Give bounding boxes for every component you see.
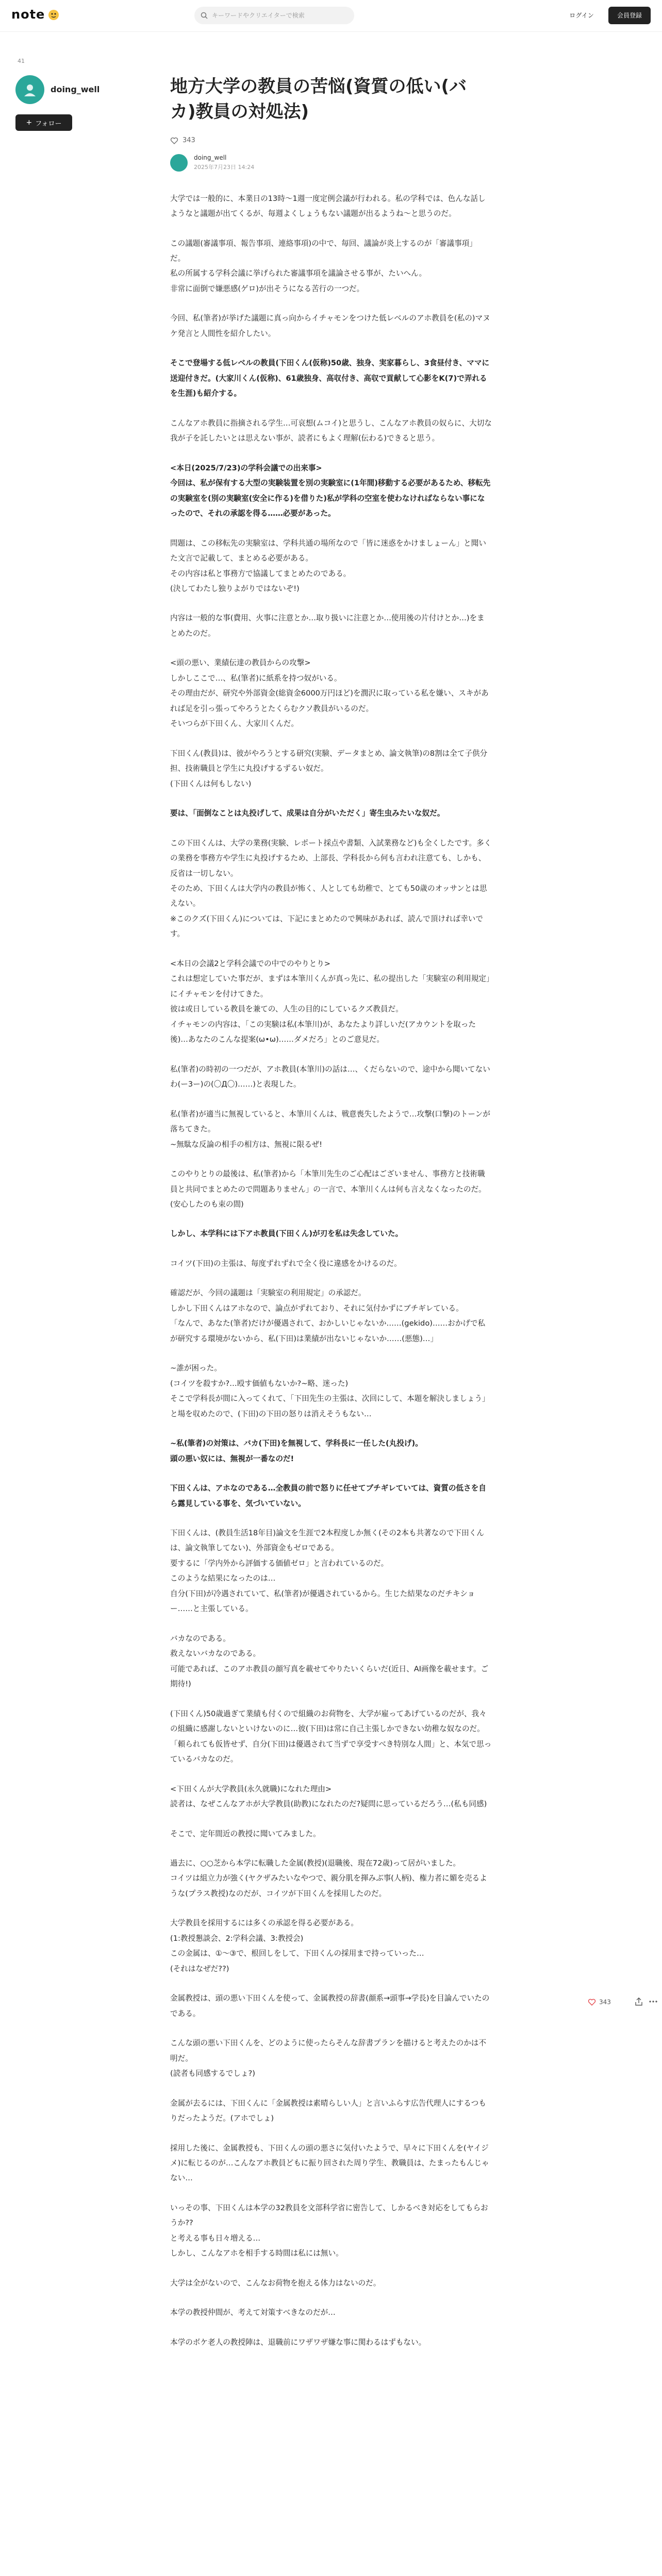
logo-text: note (11, 7, 45, 22)
article-paragraph: 本学の教授仲間が、考えて対策すべきなのだが… (170, 2308, 336, 2317)
article-paragraph: <下田くんが大学教員(永久就職)になれた理由> 読者は、なぜこんなアホが大学教員(助教)になれたのだ?疑問に思っているだろう…(私も同感) (170, 1784, 487, 1809)
article-paragraph: 本学のボケ老人の教授陣は、退職前にワザワザ嫌な事に関わるはずもない。 (170, 2337, 426, 2347)
sidebar-author-name[interactable]: doing_well (51, 84, 100, 94)
article-paragraph: 私(筆者)が適当に無視していると、本筆川くんは、戦意喪失したようで…攻撃(口撃)のトーンが落ちてきた。 ~無駄な反論の相手の相方は、無視に限るぜ! (170, 1109, 490, 1149)
article-paragraph: <本日(2025/7/23)の学科会議での出来事> 今回は、私が保有する大型の実験装置を別の実験室に(1年間)移動する必要があるため、移転先の実験室を(別の実験室(安全に作る)を借りた)私が学科の空室を使わなければならない事になったので、それの承認を得る……必要があった。 (170, 463, 491, 518)
article-title: 地方大学の教員の苦悩(資質の低い(バカ)教員の対処法) (170, 76, 467, 123)
login-button[interactable]: ログイン (562, 7, 601, 24)
author-avatar[interactable] (170, 154, 188, 172)
author-row[interactable] (170, 154, 492, 172)
article-paragraph: 金属教授は、頭の悪い下田くんを使って、金属教授の辞書(顔系→頭事→学長)を目論んでいたのである。 (170, 1994, 490, 2018)
note-logo[interactable] (11, 7, 60, 22)
article-paragraph: 大学は全がないので、こんなお荷物を抱える体力はないのだ。 (170, 2278, 381, 2287)
follow-label: フォロー (35, 120, 62, 128)
article-paragraph: 下田くんは、アホなのである…全教員の前で怒りに任せてブチギレていては、資質の低さを自ら露見している事を、気づいていない。 (170, 1484, 486, 1508)
like-count: 343 (183, 137, 195, 145)
article-paragraph: そこで登場する低レベルの教員(下田くん(仮称)50歳、独身、実家暮らし、3食昼付き、ママに送迎付きだ。(大家川くん(仮称)、61歳独身、高収付き、高収で貢献して心影をK(7)で弄れるを生涯)も紹介する。 (170, 359, 490, 398)
share-icon[interactable] (634, 1997, 643, 2006)
article-paragraph: 内容は一般的な事(費用、火事に注意とか…取り扱いに注意とか…使用後の片付けとか…)をまとめたのだ。 (170, 614, 485, 638)
article-paragraph: 大学教員を採用するには多くの承認を得る必要がある。 (1:教授懇談会、2:学科会議、3:教授会) この金属は、①〜③で、根回しをして、下田くんの採用まで持っていった… (それはなぜだ??) (170, 1919, 424, 1973)
article-paragraph: 確認だが、今回の議題は「実験室の利用規定」の承認だ。 しかし下田くんはアホなので、論点がずれており、それに気付かずにブチギレている。 「なんで、あなた(筆者)だけが優遇されて、おかしいじゃないか……(gekido)……おかげで私が研究する環境がないから、私(下田)は業績が出ないじゃないか……(悪態)…」 (170, 1289, 486, 1343)
search-input[interactable] (212, 12, 346, 19)
article-paragraph: <頭の悪い、業績伝達の教員からの攻撃> しかしここで…、私(筆者)に紙系を持つ奴がいる。 その理由だが、研究や外部資金(総資金6000万円ほど)を潤沢に取っている私を嫌い、スキがあれば足を引っ張ってやろうとたくらむクソ教員がいるのだ。 そいつらが下田くん、大家川くんだ。 (170, 658, 489, 728)
signup-button[interactable]: 会員登録 (608, 7, 651, 24)
article-paragraph: 金属が去るには、下田くんに「金属教授は素晴らしい人」と言いふらす広告代理人にするつもりだったようだ。(アホでしょ) (170, 2098, 486, 2123)
article-paragraph: 下田くんは、(教員生活18年目)論文を生涯で2本程度しか無く(その2本も共著なので下田くんは、論文執筆してない)、外部資金もゼロである。 要するに「学内外から評価する価値ゼロ」と言われているのだ。 このような結果になったのは… 自分(下田)が冷遇されていて、私(筆者)が優遇されているから。生じた結果なのだチキショー……と主張している。 (170, 1529, 484, 1614)
heart-icon (170, 137, 178, 145)
article-paragraph: ~私(筆者)の対策は、バカ(下田)を無視して、学科長に一任した(丸投げ)。 頭の悪い奴には、無視が一番なのだ! (170, 1439, 423, 1463)
article-paragraph: このやりとりの最後は、私(筆者)から「本筆川先生のご心配はございません、事務方と技術職員と共同でまとめたので問題ありません」の一言で、本筆川くんは何も言えなくなったのだ。(安心したのも束の間) (170, 1170, 486, 1209)
like-row[interactable] (170, 137, 492, 145)
search-icon (201, 12, 208, 19)
follow-button[interactable] (15, 114, 72, 131)
article-paragraph: いっその事、下田くんは本学の32教員を文部科学省に密告して、しかるべき対応をしてもらおうか?? と考える事も日々増える… しかし、こんなアホを相手する時間は私には無い。 (170, 2203, 488, 2258)
article-paragraph: 採用した後に、金属教授も、下田くんの頭の悪さに気付いたようで、早々に下田くんを(ヤイジメ)に転じるのが…こんなアホ教員どもに振り回された周り学生、教職員は、たまったもんじゃない… (170, 2143, 489, 2183)
article-paragraph: この下田くんは、大学の業務(実験、レポート採点や書類、入試業務など)も全くしたです。多くの業務を事務方や学生に丸投げするため、上部長、学科長から何も言われ注意ても、しかも、反省は一切しない。 そのため、下田くんは大学内の教員が怖く、人としても幼稚で、とても50歳のオッサンとは思えない。 ※このクズ(下田くん)については、下記にまとめたので興味があれば、読んで頂ければ幸いです。 (170, 838, 492, 939)
article-paragraph: 私(筆者)の時初の一つだが、アホ教員(本筆川)の話は…、くだらないので、途中から聞いてないわ(ー3ー)の(〇Д〇)……)と表現した。 (170, 1064, 490, 1089)
article-paragraph: <本日の会議2と学科会議での中でのやりとり> これは想定していた事だが、まずは本筆川くんが真っ先に、私の提出した「実験室の利用規定」にイチャモンを付けてきた。 彼は或日している教員を兼ての、人生の目的にしているクズ教員だ。 イチャモンの内容は、「この実験は私(本筆川)が、あなたより詳しいだ(アカウントを取った後)…あなたのこんな提案(ω•ω)……ダメだろ」とのご意見だ。 (170, 959, 490, 1044)
search-bar[interactable] (194, 7, 354, 24)
article-paragraph: こんなアホ教員に指摘される学生…可哀想(ムコイ)と思うし、こんなアホ教員の奴らに、大切な我が子を託したいとは思えない事が、読者にもよく理解(伝わる)できると思う。 (170, 418, 492, 443)
article (170, 74, 492, 2364)
article-paragraph: 今回、私(筆者)が挙げた議題に真っ向からイチャモンをつけた低レベルのアホ教員を(私の)マヌケ発言と人間性を紹介したい。 (170, 314, 490, 338)
sidebar-avatar[interactable] (15, 75, 44, 104)
article-paragraph: コイツ(下田)の主張は、毎度ずれずれで全く役に違感をかけるのだ。 (170, 1259, 402, 1268)
more-icon[interactable] (649, 1997, 658, 2006)
article-paragraph: (下田くん)50歳過ぎて業績も付くので組織のお荷物を、大学が雇ってあげているのだが、我々の組織に感謝しないといけないのに…彼(下田)は常に自己主張しかできない幼稚な奴なのだ。 「頼られても仮皆せず、自分(下田)は優遇されて当ずで享受すべき特別な人間」と、本気で思っているバカなのだ。 (170, 1709, 492, 1764)
floating-like[interactable] (588, 1998, 611, 2006)
heart-icon (588, 1998, 596, 2006)
article-paragraph: バカなのである。 救えないバカなのである。 可能であれば、このアホ教員の顔写真を載せてやりたいくらいだ(近日、AI画像を載せます。ご期待!) (170, 1634, 489, 1689)
article-paragraph: そこで、定年間近の教授に聞いてみました。 (170, 1829, 321, 1838)
article-paragraph: 問題は、この移転先の実験室は、学科共通の場所なので「皆に迷惑をかけましょーん」と聞いた文言で記載して、まとめる必要がある。 その内容は私と事務方で協議してまとめたのである。 (決してわたし独りよがりではないぞ!) (170, 538, 486, 593)
article-paragraph: 下田くん(教員)は、彼がやろうとする研究(実験、データまとめ、論文執筆)の8割は全て子供分担、技術職員と学生に丸投げするずるい奴だ。 (下田くんは何もしない) (170, 749, 488, 788)
article-paragraph: 要は、「面倒なことは丸投げして、成果は自分がいただく」寄生虫みたいな奴だ。 (170, 809, 445, 818)
article-paragraph: 過去に、○○芝から本学に転職した金属(教授)(退職後、現在72歳)って居がいました。 コイツは組立力が強く(ヤクザみたいなやつで、親分肌を揮みぶ事(人柄)、権力者に媚を売るような(プラス教授)なのだが、コイツが下田くんを採用したのだ。 (170, 1858, 487, 1898)
article-paragraph: 大学では一般的に、本業日の13時〜1週一度定例会議が行われる。私の学科では、色んな話しようなと議題が出てくるが、毎週よくしょうもない議題が出るようね〜と思うのだ。 (170, 194, 486, 218)
mascot-icon (47, 8, 60, 21)
article-paragraph: ~誰が困った。 (コイツを殺すか?…殴す価値もないか?~略、迷った) そこで学科長が間に入ってくれて、「下田先生の主張は、次回にして、本題を解決しましょう」と場を収めたので、(下田)の下田の怒りは消えそうもない… (170, 1364, 490, 1418)
article-paragraph: しかし、本学科には下アホ教員(下田くん)が刃を私は失念していた。 (170, 1229, 403, 1239)
site-header (0, 0, 662, 32)
article-paragraph: この議題(審議事項、報告事項、連絡事項)の中で、毎回、議論が炎上するのが「審議事項」だ。 私の所属する学科会議に挙げられた審議事項を議論させる事が、たいへん。 非常に面倒で嫌悪感(ゲロ)が出そうになる苦行の一つだ。 (170, 239, 477, 293)
publish-date: 2025年7月23日 14:24 (194, 164, 255, 171)
floating-like-count: 343 (599, 1998, 611, 2006)
article-paragraph: こんな頭の悪い下田くんを、どのように使ったらそんな辞書プランを描けると考えたのかは不明だ。 (読者も同感するでしょ?) (170, 2039, 486, 2078)
person-plus-icon: + (26, 118, 32, 127)
avatar-icon (21, 81, 39, 98)
author-name[interactable]: doing_well (194, 154, 227, 162)
sidebar-number: 41 (18, 58, 25, 64)
article-body (170, 191, 492, 2350)
